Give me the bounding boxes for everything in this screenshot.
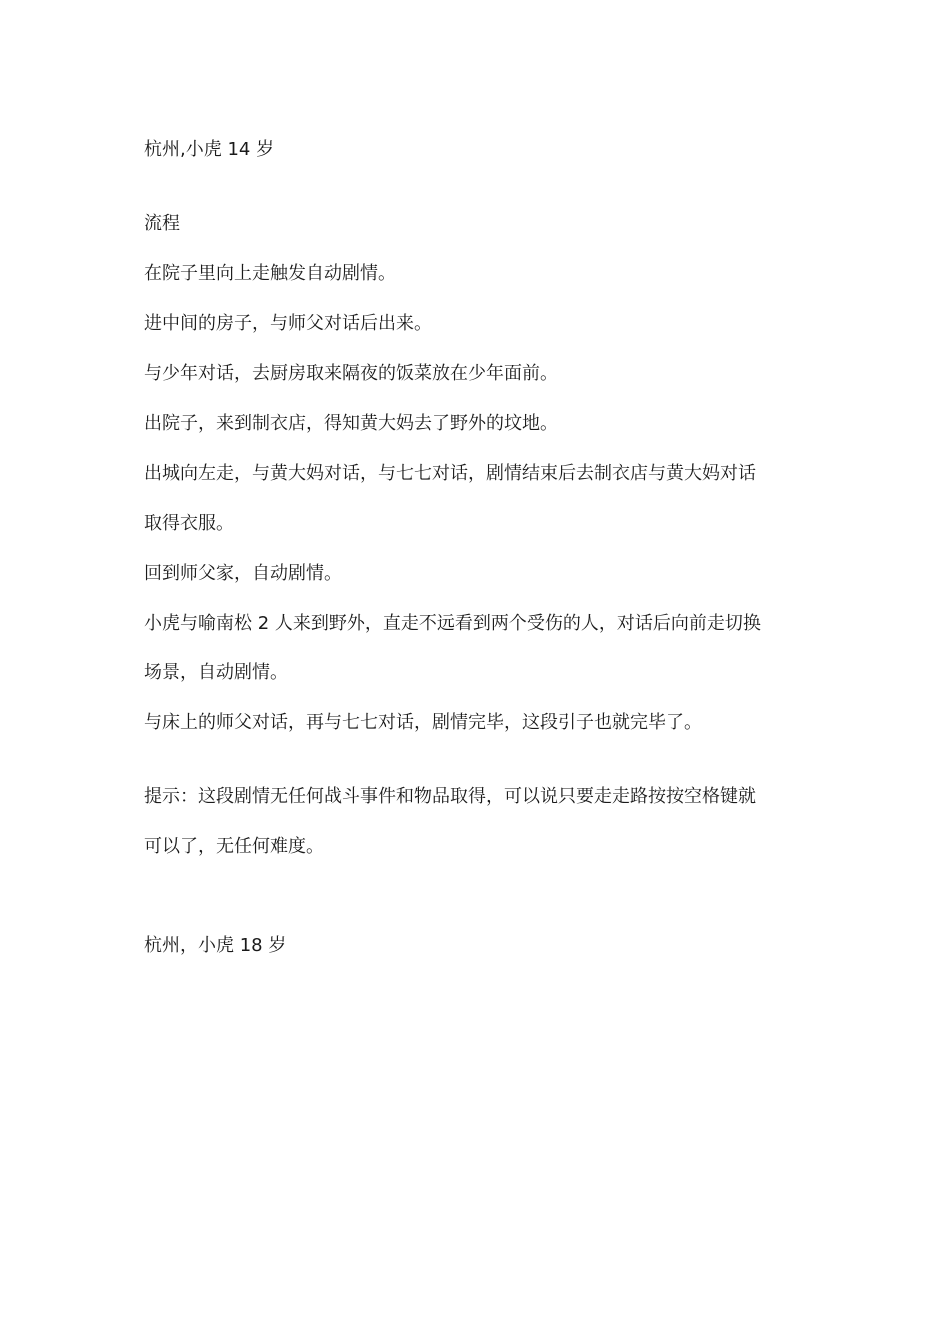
- step-line: 回到师父家，自动剧情。: [144, 563, 342, 584]
- tip-line: 提示：这段剧情无任何战斗事件和物品取得，可以说只要走走路按按空格键就: [144, 786, 756, 807]
- step-line: 出院子，来到制衣店，得知黄大妈去了野外的坟地。: [144, 413, 558, 434]
- step-line: 在院子里向上走触发自动剧情。: [144, 263, 396, 284]
- step-line: 进中间的房子，与师父对话后出来。: [144, 313, 432, 334]
- section-heading-age-18: 杭州，小虎 18 岁: [144, 935, 287, 956]
- section-heading-age-14: 杭州,小虎 14 岁: [144, 139, 275, 160]
- step-line: 小虎与喻南松 2 人来到野外，直走不远看到两个受伤的人，对话后向前走切换: [144, 613, 761, 634]
- step-line: 取得衣服。: [144, 513, 234, 534]
- step-line: 场景，自动剧情。: [144, 662, 288, 683]
- walkthrough-label: 流程: [144, 213, 180, 234]
- tip-line: 可以了，无任何难度。: [144, 836, 324, 857]
- step-line: 与少年对话，去厨房取来隔夜的饭菜放在少年面前。: [144, 363, 558, 384]
- step-line: 与床上的师父对话，再与七七对话，剧情完毕，这段引子也就完毕了。: [144, 712, 702, 733]
- step-line: 出城向左走，与黄大妈对话，与七七对话，剧情结束后去制衣店与黄大妈对话: [144, 463, 756, 484]
